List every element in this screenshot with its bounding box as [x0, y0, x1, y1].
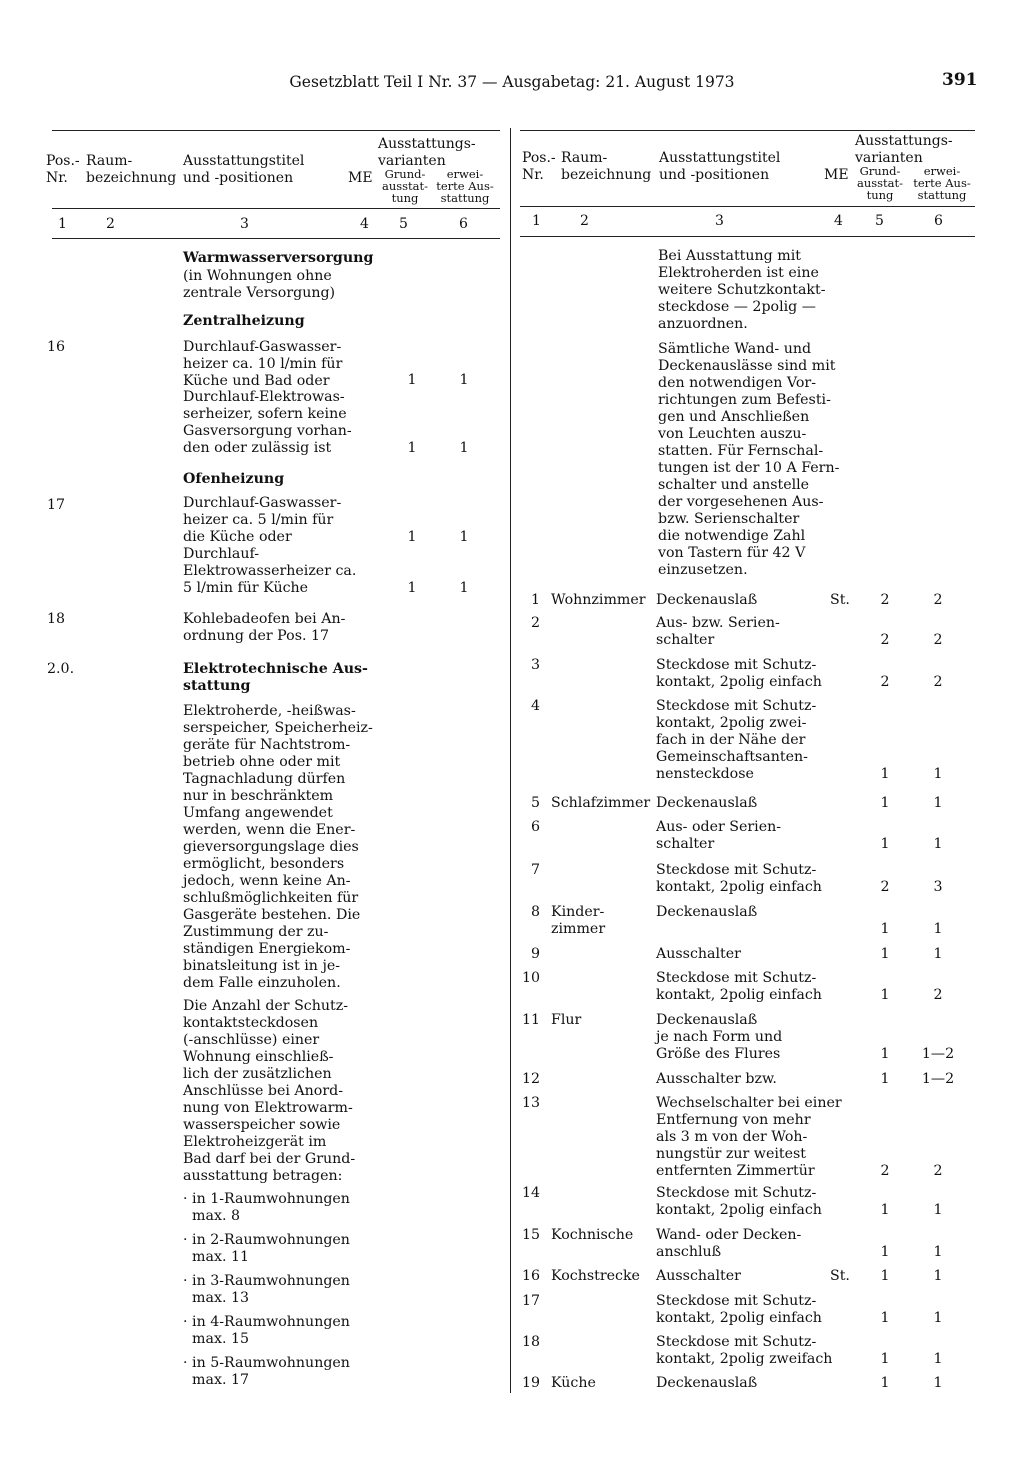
colnum-6: 6	[934, 213, 943, 229]
header-rule	[52, 208, 500, 209]
row-grund: 1	[880, 1202, 890, 1218]
row-grund: 1	[880, 1071, 890, 1087]
row-17-erweitert-1: 1	[459, 529, 469, 545]
section-title-ofenheizung: Ofenheizung	[183, 471, 285, 487]
row-16-erweitert-2: 1	[459, 440, 469, 456]
table-top-rule	[520, 130, 975, 131]
header-grund: Grund- ausstat- tung	[381, 167, 429, 205]
row-16-text-a: Durchlauf-Gaswasser- heizer ca. 10 l/min für Küche und Bad oder	[183, 339, 343, 389]
row-erweitert: 2	[933, 1163, 943, 1179]
colnum-5: 5	[399, 216, 408, 232]
section-title-zentralheizung: Zentralheizung	[183, 313, 305, 329]
bullet-icon: ·	[183, 1273, 193, 1289]
row-pos: 17	[521, 1293, 540, 1309]
row-raum: Wohnzimmer	[551, 592, 646, 608]
row-text: Deckenauslaß	[656, 904, 758, 920]
row-pos: 7	[530, 862, 540, 878]
section-title-elektrotechnik: Elektrotechnische Aus- stattung	[183, 661, 368, 694]
row-text: Deckenauslaß	[656, 795, 758, 811]
colnum-5: 5	[875, 213, 884, 229]
row-erweitert: 2	[933, 592, 943, 608]
row-pos: 16	[521, 1268, 540, 1284]
row-raum: Kochnische	[551, 1227, 634, 1243]
row-pos: 15	[521, 1227, 540, 1243]
row-text: Ausschalter	[656, 1268, 741, 1284]
header-varianten: Ausstattungs- varianten	[855, 133, 953, 166]
row-pos: 6	[530, 819, 540, 835]
colnum-6: 6	[459, 216, 468, 232]
header-pos: Pos.- Nr.	[522, 150, 556, 183]
row-erweitert: 1	[933, 1202, 943, 1218]
row-16-text-b: Durchlauf-Elektrowas- serheizer, sofern keine Gasversorgung vorhan- den oder zulässig ist	[183, 389, 352, 456]
row-grund: 1	[880, 795, 890, 811]
paragraph-elektrogeraete: Elektroherde, -heißwas- serspeicher, Speicherheiz- geräte für Nachtstrom- betrieb ohne oder mit Tagnachladung dürfen nur in beschränktem Umfang angewendet werden, wenn die Ener- gieversorgungslage dies ermöglicht, besonders jedoch, wenn keine An- schlußmöglichkeiten für Gasgeräte bestehen. Die Zustimmung der zu- ständigen Energiekom- binatsleitung ist in je- dem Falle einzuholen.	[183, 703, 373, 991]
section-subtitle-warmwasser: (in Wohnungen ohne zentrale Versorgung)	[183, 268, 336, 301]
row-pos: 10	[521, 970, 540, 986]
row-16-grund-2: 1	[407, 440, 417, 456]
row-18-text: Kohlebadeofen bei An- ordnung der Pos. 17	[183, 611, 346, 644]
row-grund: 2	[880, 592, 890, 608]
row-erweitert: 1	[933, 1351, 943, 1367]
row-pos-18: 18	[47, 611, 66, 627]
row-erweitert: 3	[933, 879, 943, 895]
row-17-erweitert-2: 1	[459, 580, 469, 596]
row-text: Aus- oder Serien- schalter	[656, 819, 782, 852]
row-text: Ausschalter	[656, 946, 741, 962]
row-pos: 13	[521, 1095, 540, 1111]
bullet-icon: ·	[183, 1314, 193, 1330]
row-text: Ausschalter bzw.	[656, 1071, 777, 1087]
colnum-3: 3	[240, 216, 249, 232]
row-text: Steckdose mit Schutz- kontakt, 2polig zwei- fach in der Nähe der Gemeinschaftsanten- nensteckdose	[656, 698, 817, 782]
colnum-2: 2	[106, 216, 115, 232]
header-titel: Ausstattungstitel und -positionen	[183, 153, 305, 186]
column-divider	[510, 128, 511, 1393]
row-pos: 8	[530, 904, 540, 920]
section-title-warmwasser: Warmwasserversorgung	[183, 250, 374, 266]
page-number: 391	[942, 70, 978, 90]
row-grund: 1	[880, 946, 890, 962]
row-pos: 14	[521, 1185, 540, 1201]
row-grund: 1	[880, 836, 890, 852]
row-erweitert: 1—2	[921, 1046, 955, 1062]
row-grund: 1	[880, 1351, 890, 1367]
row-grund: 1	[880, 1046, 890, 1062]
row-pos-16: 16	[47, 339, 66, 355]
row-text: Steckdose mit Schutz- kontakt, 2polig zweifach	[656, 1334, 833, 1367]
table-top-rule	[52, 130, 500, 131]
row-erweitert: 1	[933, 921, 943, 937]
colnum-2: 2	[580, 213, 589, 229]
row-pos: 9	[530, 946, 540, 962]
header-varianten: Ausstattungs- varianten	[378, 136, 476, 169]
row-17-grund-2: 1	[407, 580, 417, 596]
row-pos-17: 17	[47, 497, 66, 513]
header-erweitert: erwei- terte Aus- stattung	[913, 164, 971, 202]
header-raum: Raum- bezeichnung	[561, 150, 652, 183]
row-pos: 3	[530, 657, 540, 673]
row-erweitert: 2	[933, 632, 943, 648]
row-erweitert: 1	[933, 1268, 943, 1284]
row-pos: 1	[530, 592, 540, 608]
row-pos: 18	[521, 1334, 540, 1350]
header-erweitert: erwei- terte Aus- stattung	[436, 167, 494, 205]
header-me: ME	[824, 167, 849, 183]
row-pos: 4	[530, 698, 540, 714]
row-17-text-b: Durchlauf- Elektrowasserheizer ca. 5 l/min für Küche	[183, 546, 357, 596]
row-pos: 5	[530, 795, 540, 811]
row-17-text-a: Durchlauf-Gaswasser- heizer ca. 5 l/min für die Küche oder	[183, 495, 342, 545]
bullet-item: · in 3-Raumwohnungen max. 13	[183, 1273, 350, 1306]
row-erweitert: 2	[933, 987, 943, 1003]
colnum-4: 4	[360, 216, 369, 232]
row-me: St.	[830, 1268, 850, 1284]
row-text: Deckenauslaß je nach Form und Größe des Flures	[656, 1012, 783, 1062]
bullet-item: · in 5-Raumwohnungen max. 17	[183, 1355, 350, 1388]
colnum-1: 1	[58, 216, 67, 232]
row-text: Aus- bzw. Serien- schalter	[656, 615, 780, 648]
row-16-erweitert-1: 1	[459, 372, 469, 388]
colnum-4: 4	[834, 213, 843, 229]
row-text: Deckenauslaß	[656, 1375, 758, 1391]
bullet-item: · in 1-Raumwohnungen max. 8	[183, 1191, 350, 1224]
bullet-item: · in 2-Raumwohnungen max. 11	[183, 1232, 350, 1265]
row-erweitert: 1	[933, 836, 943, 852]
row-grund: 1	[880, 987, 890, 1003]
header-grund: Grund- ausstat- tung	[856, 164, 904, 202]
row-grund: 2	[880, 674, 890, 690]
paragraph-deckenauslaesse: Sämtliche Wand- und Deckenauslässe sind mit den notwendigen Vor- richtungen zum Befesti- gen und Anschließen von Leuchten auszu- statten. Für Fernschal- tungen ist der 10 A Fern- schalter und anstelle der vorgesehenen Aus- bzw. Serienschalter die notwendige Zahl von Tastern für 42 V einzusetzen.	[658, 341, 840, 578]
row-grund: 1	[880, 1244, 890, 1260]
row-text: Steckdose mit Schutz- kontakt, 2polig einfach	[656, 862, 822, 895]
row-erweitert: 1—2	[921, 1071, 955, 1087]
row-17-grund-1: 1	[407, 529, 417, 545]
row-pos: 11	[521, 1012, 540, 1028]
row-raum: Flur	[551, 1012, 582, 1028]
paragraph-elektroherde: Bei Ausstattung mit Elektroherden ist eine weitere Schutzkontakt- steckdose — 2polig — anzuordnen.	[658, 248, 826, 332]
header-title: Gesetzblatt Teil I Nr. 37 — Ausgabetag: 21. August 1973	[289, 73, 735, 91]
row-text: Steckdose mit Schutz- kontakt, 2polig einfach	[656, 970, 822, 1003]
row-grund: 1	[880, 1310, 890, 1326]
header-rule	[520, 206, 975, 207]
paragraph-schutzkontakt: Die Anzahl der Schutz- kontaktsteckdosen (-anschlüsse) einer Wohnung einschließ- lich der zusätzlichen Anschlüsse bei Anord- nung von Elektrowarm- wasserspeicher sowie Elektroheizgerät im Bad darf bei der Grund- ausstattung betragen:	[183, 998, 356, 1184]
header-pos: Pos.- Nr.	[46, 153, 80, 186]
row-grund: 1	[880, 1375, 890, 1391]
colnum-1: 1	[532, 213, 541, 229]
header-me: ME	[348, 170, 373, 186]
bullet-icon: ·	[183, 1232, 193, 1248]
row-erweitert: 1	[933, 1375, 943, 1391]
row-pos: 2	[530, 615, 540, 631]
row-text: Steckdose mit Schutz- kontakt, 2polig einfach	[656, 1185, 822, 1218]
bullet-item: · in 4-Raumwohnungen max. 15	[183, 1314, 350, 1347]
row-text: Wand- oder Decken- anschluß	[656, 1227, 802, 1260]
row-erweitert: 1	[933, 946, 943, 962]
row-text: Deckenauslaß	[656, 592, 758, 608]
row-erweitert: 1	[933, 795, 943, 811]
header-raum: Raum- bezeichnung	[86, 153, 177, 186]
row-me: St.	[830, 592, 850, 608]
row-grund: 1	[880, 766, 890, 782]
row-erweitert: 1	[933, 766, 943, 782]
row-pos: 12	[521, 1071, 540, 1087]
row-grund: 1	[880, 921, 890, 937]
row-grund: 1	[880, 1268, 890, 1284]
row-pos-2-0: 2.0.	[47, 661, 75, 677]
header-titel: Ausstattungstitel und -positionen	[659, 150, 781, 183]
row-grund: 2	[880, 1163, 890, 1179]
colnum-rule	[52, 238, 500, 239]
row-pos: 19	[521, 1375, 540, 1391]
bullet-icon: ·	[183, 1355, 193, 1371]
row-erweitert: 1	[933, 1310, 943, 1326]
row-raum: Küche	[551, 1375, 596, 1391]
colnum-rule	[520, 236, 975, 237]
row-text: Steckdose mit Schutz- kontakt, 2polig einfach	[656, 1293, 822, 1326]
row-text: Wechselschalter bei einer Entfernung von mehr als 3 m von der Woh- nungstür zur weitest entfernten Zimmertür	[656, 1095, 842, 1179]
row-erweitert: 2	[933, 674, 943, 690]
row-grund: 2	[880, 879, 890, 895]
row-grund: 2	[880, 632, 890, 648]
row-text: Steckdose mit Schutz- kontakt, 2polig einfach	[656, 657, 822, 690]
row-raum: Schlafzimmer	[551, 795, 651, 811]
colnum-3: 3	[715, 213, 724, 229]
bullet-icon: ·	[183, 1191, 193, 1207]
row-erweitert: 1	[933, 1244, 943, 1260]
row-raum: Kochstrecke	[551, 1268, 640, 1284]
row-raum: Kinder- zimmer	[551, 904, 606, 937]
row-16-grund-1: 1	[407, 372, 417, 388]
